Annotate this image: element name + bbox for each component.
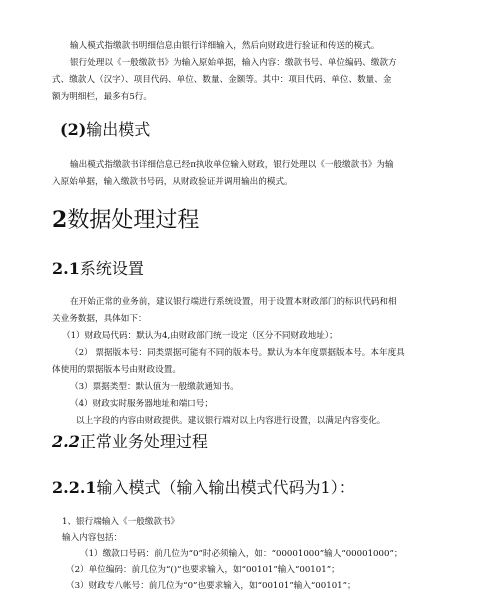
input-mode-detail-line-2: 输入内容包括：	[62, 533, 123, 543]
system-settings-line-2: 关业务数据，具体如下：	[52, 314, 147, 324]
input-mode-line-2: 银行处理以《一般缴款书》为输入原始单据，输入内容：缴款书号、单位编码、缴款方	[70, 58, 397, 68]
section-2-2-1-number: 2.2.1	[52, 478, 97, 497]
chapter-number: 2	[52, 207, 68, 233]
section-2-1-title: 系统设置	[79, 259, 144, 278]
chapter-title: 数据处理过程	[67, 208, 200, 233]
system-settings-item-2-cont: 体使用的票据版本号由财政设置。	[52, 365, 181, 375]
input-mode-detail-item-2: （2）单位编码：前几位为“()”也要求输入，如“00101”输入“00101”；	[66, 565, 340, 575]
section-2-2-heading	[52, 432, 208, 452]
input-mode-line-4: 额为明细栏，最多有5行。	[52, 92, 152, 102]
system-settings-item-4: （4）财政实时服务器地址和端口号；	[70, 399, 213, 409]
section-2-2-title: 正常业务处理过程	[79, 432, 208, 451]
input-mode-detail-item-1: （1）缴款口号码：前几位为“0”时必须输入，如：“00001000”输人“00001000”；	[80, 549, 403, 559]
system-settings-item-3: （3）票据类型：默认值为一般缴款通知书。	[70, 382, 239, 392]
system-settings-item-2: （2） 票据版本号：同类票据可能有不同的版本号。默认为本年度票据版本号。本年度具	[70, 348, 405, 358]
output-mode-heading-number: (2)	[60, 120, 87, 139]
section-2-1-number: 2.1	[52, 259, 80, 278]
input-mode-line-1: 输人模式指缴款书明细信息由银行详细输入，然后向财政进行验证和传送的模式。	[70, 41, 380, 51]
section-2-1-heading	[52, 259, 144, 279]
input-mode-detail-item-3: （3）财政专八帐号：前几位为“0”也要求输入，如“00101”输入“00101”；	[66, 581, 356, 591]
section-2-2-number: 2.2	[52, 432, 80, 451]
input-mode-detail-line-1: 1、银行端输入《一般缴款书》	[62, 517, 180, 527]
chapter-heading	[52, 207, 199, 234]
section-2-2-1-title: 输入模式（输入输出模式代码为1）：	[96, 478, 355, 497]
system-settings-line-1: 在开始正常的业务前，建议银行端进行系统设置，用于设置本财政部门的标识代码和相	[70, 297, 397, 307]
output-mode-heading	[60, 120, 150, 140]
system-settings-note: 以上字段的内容由财政提供。建议银行端对以上内容进行设置，以满足内容变化。	[76, 416, 386, 426]
output-mode-heading-text: 输出模式	[86, 120, 151, 139]
output-mode-line-1: 输出模式指缴款书详细信息已经π执收单位输入财政，银行处理以《一般缴款书》为输	[70, 160, 394, 170]
section-2-2-1-heading	[52, 478, 355, 498]
system-settings-item-1: （1）财政局代码：默认为4,由财政部门统一设定（区分不同财政地址）；	[62, 331, 338, 341]
output-mode-line-2: 入原始单据，输入缴款书号码，从财政验证并调用输出的模式。	[52, 177, 293, 187]
input-mode-line-3: 式、缴款人（汉字）、项目代码、单位、数量、金额等。其中：项目代码、单位、数量、金	[52, 75, 392, 85]
